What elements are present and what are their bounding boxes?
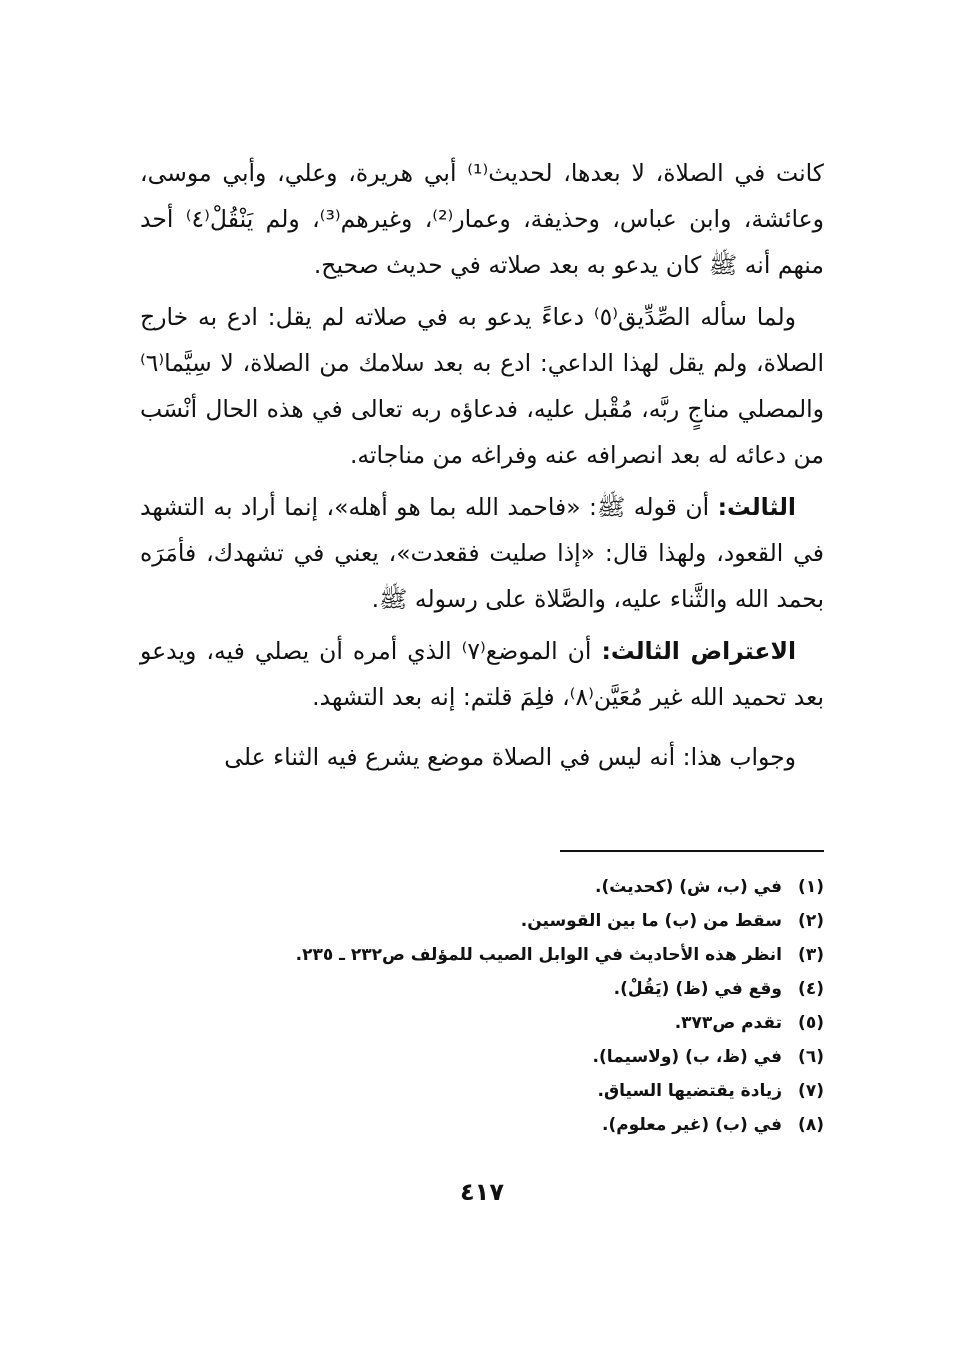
paragraph-5 xyxy=(140,734,824,780)
footnote-8 xyxy=(140,1108,824,1142)
footnote-3 xyxy=(140,938,824,972)
footnote-number: (٧) xyxy=(798,1081,824,1101)
paragraph-3-text: أن قوله ﷺ: «فاحمد الله بما هو أهله»، إنما أراد به التشهد في القعود، ولهذا قال: «إذا صليت فقعدت»، يعني في تشهدك، فأمَرَه بحمد الله والثَّناء عليه، والصَّلاة على رسوله ﷺ. xyxy=(140,493,824,613)
footnote-text: زيادة يقتضيها السياق. xyxy=(597,1081,782,1101)
main-text xyxy=(140,150,824,780)
footnote-7 xyxy=(140,1074,824,1108)
footnote-number: (٤) xyxy=(798,979,824,999)
footnote-text: تقدم ص٣٧٣. xyxy=(674,1013,782,1033)
footnote-text: انظر هذه الأحاديث في الوابل الصيب للمؤلف ص٢٣٢ ـ ٢٣٥. xyxy=(295,945,782,965)
footnote-number: (٣) xyxy=(798,945,824,965)
paragraph-4-lead: الاعتراض الثالث: xyxy=(601,637,797,665)
footnote-4 xyxy=(140,972,824,1006)
paragraph-2 xyxy=(140,294,824,478)
footnote-number: (٢) xyxy=(798,911,824,931)
footnote-2 xyxy=(140,904,824,938)
footnote-number: (١) xyxy=(798,877,824,897)
paragraph-2-text: ولما سأله الصِّدِّيق⁽٥⁾ دعاءً يدعو به في صلاته لم يقل: ادع به خارج الصلاة، ولم يقل لهذا الداعي: ادع به بعد سلامك من الصلاة، لا سِيَّما⁽٦⁾ والمصلي مناجٍ ربَّه، مُقْبل عليه، فدعاؤه ربه تعالى في هذه الحال أنْسَب من دعائه له بعد انصرافه عنه وفراغه من مناجاته. xyxy=(140,303,824,469)
footnote-6 xyxy=(140,1040,824,1074)
footnote-text: في (ب، ش) (كحديث). xyxy=(595,877,782,897)
footnote-5 xyxy=(140,1006,824,1040)
footnote-number: (٨) xyxy=(798,1115,824,1135)
footnote-divider xyxy=(560,850,824,852)
footnote-text: وقع في (ظ) (يَقُلْ). xyxy=(613,979,782,999)
paragraph-1-text: كانت في الصلاة، لا بعدها، لحديث⁽¹⁾ أبي هريرة، وعلي، وأبي موسى، وعائشة، وابن عباس، وحذيفة، وعمار⁽²⁾، وغيرهم⁽³⁾، ولم يَنْقُلْ⁽٤⁾ أحد منهم أنه ﷺ كان يدعو به بعد صلاته في حديث صحيح. xyxy=(140,159,824,279)
footnote-number: (٥) xyxy=(798,1013,824,1033)
footnote-text: في (ب) (غير معلوم). xyxy=(601,1115,782,1135)
footnotes-list xyxy=(140,870,824,1142)
paragraph-3-lead: الثالث: xyxy=(717,493,796,521)
paragraph-1 xyxy=(140,150,824,288)
footnote-1 xyxy=(140,870,824,904)
paragraph-4-text: أن الموضع⁽٧⁾ الذي أمره أن يصلي فيه، ويدعو بعد تحميد الله غير مُعَيَّن⁽٨⁾، فلِمَ قلتم: إنه بعد التشهد. xyxy=(140,637,824,711)
footnote-text: سقط من (ب) ما بين القوسين. xyxy=(520,911,782,931)
footnote-number: (٦) xyxy=(798,1047,824,1067)
paragraph-5-text: وجواب هذا: أنه ليس في الصلاة موضع يشرع فيه الثناء على xyxy=(224,743,796,771)
paragraph-3 xyxy=(140,484,824,622)
footnote-text: في (ظ، ب) (ولاسيما). xyxy=(592,1047,782,1067)
page-number: ٤١٧ xyxy=(460,1178,504,1206)
paragraph-4 xyxy=(140,628,824,720)
